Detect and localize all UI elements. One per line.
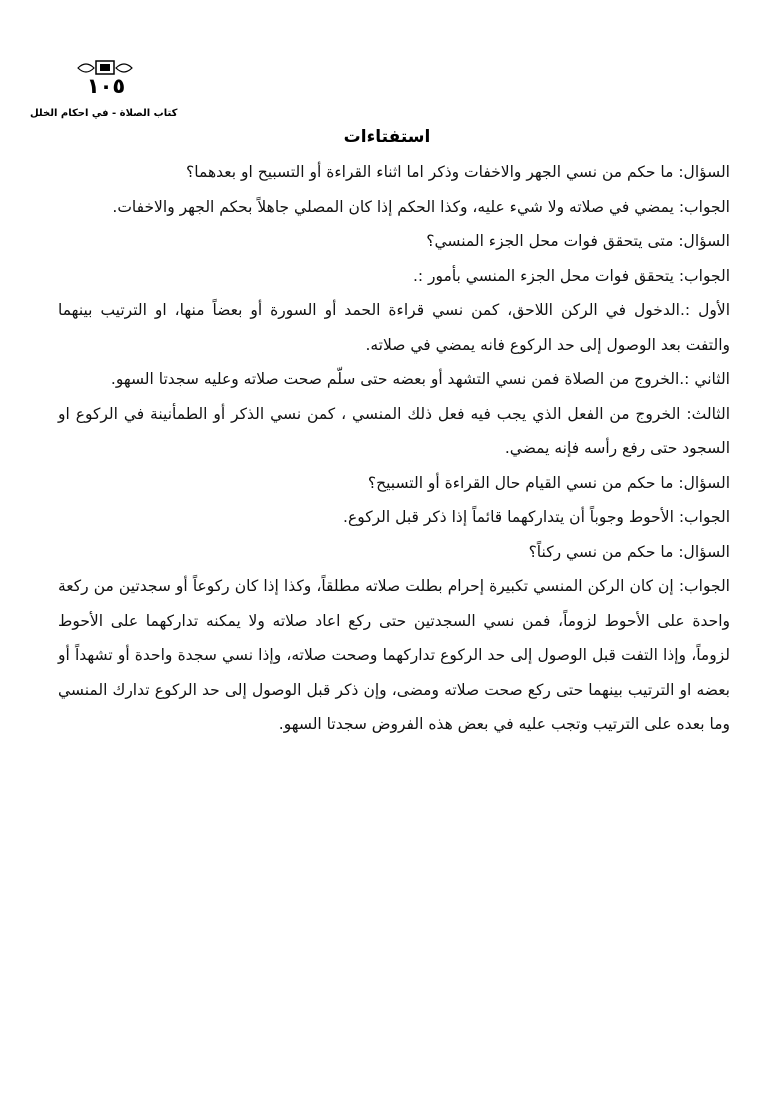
paragraph-question-1: السؤال: ما حكم من نسي الجهر والاخفات وذكر اما اثناء القراءة أو التسبيح او بعدهما؟ [186, 163, 730, 181]
paragraph-second-item: الثاني :.الخروج من الصلاة فمن نسي التشهد أو بعضه حتى سلّم صحت صلاته وعليه سجدتا السهو. [110, 370, 730, 388]
paragraph-question-2: السؤال: متى يتحقق فوات محل الجزء المنسي؟ [426, 232, 730, 250]
body-text [58, 155, 730, 742]
paragraph-answer-1: الجواب: يمضي في صلاته ولا شيء عليه، وكذا الحكم إذا كان المصلي جاهلاً بحكم الجهر والاخفات. [112, 197, 730, 216]
paragraph-question-4: السؤال: ما حكم من نسي ركناً؟ [528, 542, 730, 561]
paragraph-answer-2: الجواب: يتحقق فوات محل الجزء المنسي بأمور :. [412, 266, 730, 285]
paragraph-first-item: الأول :.الدخول في الركن اللاحق، كمن نسي قراءة الحمد أو السورة أو بعضاً منها، او الترتيب بينهما والتفت بعد الوصول إلى حد الركوع فانه يمضي في صلاته. [58, 301, 730, 354]
paragraph-answer-4: الجواب: إن كان الركن المنسي تكبيرة إحرام بطلت صلاته مطلقاً، وكذا إذا كان ركوعاً أو سجدتين من ركعة واحدة على الأحوط لزوماً، فمن نسي السجدتين حتى ركع اعاد صلاته ولا يمكنه تداركهما على الأحوط لزوماً، وإذا التفت قبل الوصول إلى حد الركوع تداركهما وصحت صلاته، وإذا نسي سجدة واحدة أو تشهداً أو بعضه او الترتيب بينهما حتى ركع صحت صلاته ومضى، وإن ذكر قبل الوصول إلى حد الركوع تدارك المنسي وما بعده على الترتيب وتجب عليه في بعض هذه الفروض سجدتا السهو. [58, 577, 730, 733]
paragraph-answer-3: الجواب: الأحوط وجوباً أن يتداركهما قائماً إذا ذكر قبل الركوع. [343, 508, 730, 526]
paragraph-question-3: السؤال: ما حكم من نسي القيام حال القراءة أو التسبيح؟ [367, 473, 730, 492]
section-title: استفتاءات [343, 127, 431, 147]
running-title: كتاب الصلاة - في احكام الخلل [30, 108, 178, 119]
page-header [30, 60, 260, 130]
paragraph-third-item: الثالث: الخروج من الفعل الذي يجب فيه فعل ذلك المنسي ، كمن نسي الذكر أو الطمأنينة في الركوع او السجود حتى رفع رأسه فإنه يمضي. [58, 404, 730, 457]
page-number: ١٠٥ [86, 74, 126, 98]
